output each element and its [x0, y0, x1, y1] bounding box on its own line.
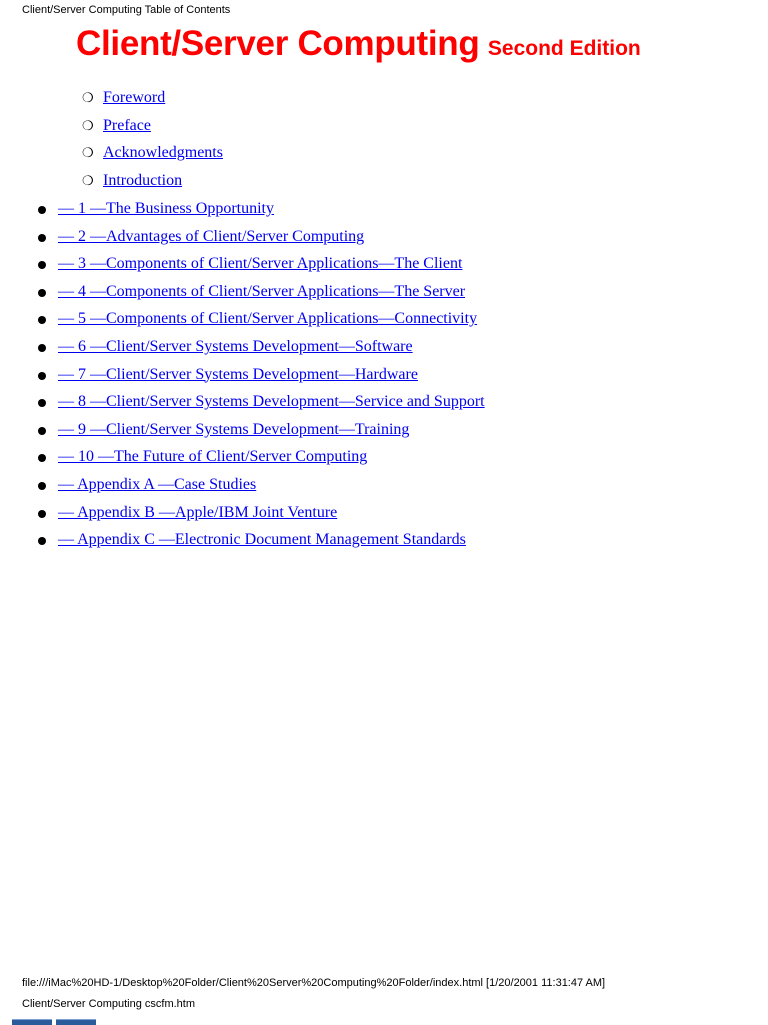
list-item: [36, 253, 485, 281]
link-foreword[interactable]: Foreword: [103, 89, 166, 106]
nav-previous-button[interactable]: [12, 1019, 52, 1025]
list-item: [36, 474, 485, 502]
footer-file-url: file:///iMac%20HD-1/Desktop%20Folder/Client%20Server%20Computing%20Folder/index.html [1/20/2001 11:31:47 AM]: [22, 977, 606, 989]
link-chapter-6[interactable]: — 6 —Client/Server Systems Development—Software: [58, 337, 413, 355]
circle-bullet-icon: ❍: [82, 145, 94, 160]
list-item: [36, 391, 485, 419]
list-item: [36, 336, 485, 364]
list-item: [36, 281, 485, 309]
list-item: [82, 115, 223, 143]
link-appendix-a[interactable]: — Appendix A —Case Studies: [58, 475, 257, 493]
edition-label: Second Edition: [487, 37, 641, 60]
link-chapter-4[interactable]: — 4 —Components of Client/Server Applications—The Server: [58, 282, 466, 300]
list-item: [82, 142, 223, 170]
navigation-buttons: [12, 1019, 96, 1024]
front-matter-list: [82, 87, 223, 197]
link-appendix-b[interactable]: — Appendix B —Apple/IBM Joint Venture: [58, 503, 338, 521]
book-title: Client/Server Computing: [76, 24, 480, 63]
list-item: [36, 502, 485, 530]
list-item: [82, 87, 223, 115]
list-item: [36, 308, 485, 336]
nav-next-button[interactable]: [56, 1019, 96, 1025]
list-item: [36, 529, 485, 557]
circle-bullet-icon: ❍: [82, 172, 94, 188]
list-item: [36, 419, 485, 447]
list-item: [36, 226, 485, 254]
link-acknowledgments[interactable]: Acknowledgments: [103, 144, 223, 161]
list-item: [36, 446, 485, 474]
circle-bullet-icon: ❍: [82, 117, 94, 133]
link-chapter-8[interactable]: — 8 —Client/Server Systems Development—Service and Support: [58, 393, 485, 411]
link-appendix-c[interactable]: — Appendix C —Electronic Document Management Standards: [58, 531, 466, 549]
link-preface[interactable]: Preface: [103, 116, 151, 134]
footer-filename: Client/Server Computing cscfm.htm: [22, 998, 195, 1010]
link-chapter-9[interactable]: — 9 —Client/Server Systems Development—Training: [58, 420, 410, 438]
link-chapter-5[interactable]: — 5 —Components of Client/Server Applications—Connectivity: [58, 310, 478, 328]
circle-bullet-icon: ❍: [82, 90, 94, 105]
page-title: [76, 24, 641, 64]
link-introduction[interactable]: Introduction: [103, 171, 183, 189]
document-header-title: Client/Server Computing Table of Contents: [22, 4, 231, 16]
chapter-list: [36, 198, 485, 557]
link-chapter-2[interactable]: — 2 —Advantages of Client/Server Computing: [58, 227, 365, 245]
link-chapter-1[interactable]: — 1 —The Business Opportunity: [58, 200, 274, 217]
list-item: [82, 170, 223, 198]
list-item: [36, 198, 485, 226]
link-chapter-10[interactable]: — 10 —The Future of Client/Server Computing: [58, 448, 368, 466]
list-item: [36, 364, 485, 392]
link-chapter-7[interactable]: — 7 —Client/Server Systems Development—Hardware: [58, 365, 418, 383]
link-chapter-3[interactable]: — 3 —Components of Client/Server Applications—The Client: [58, 255, 463, 273]
